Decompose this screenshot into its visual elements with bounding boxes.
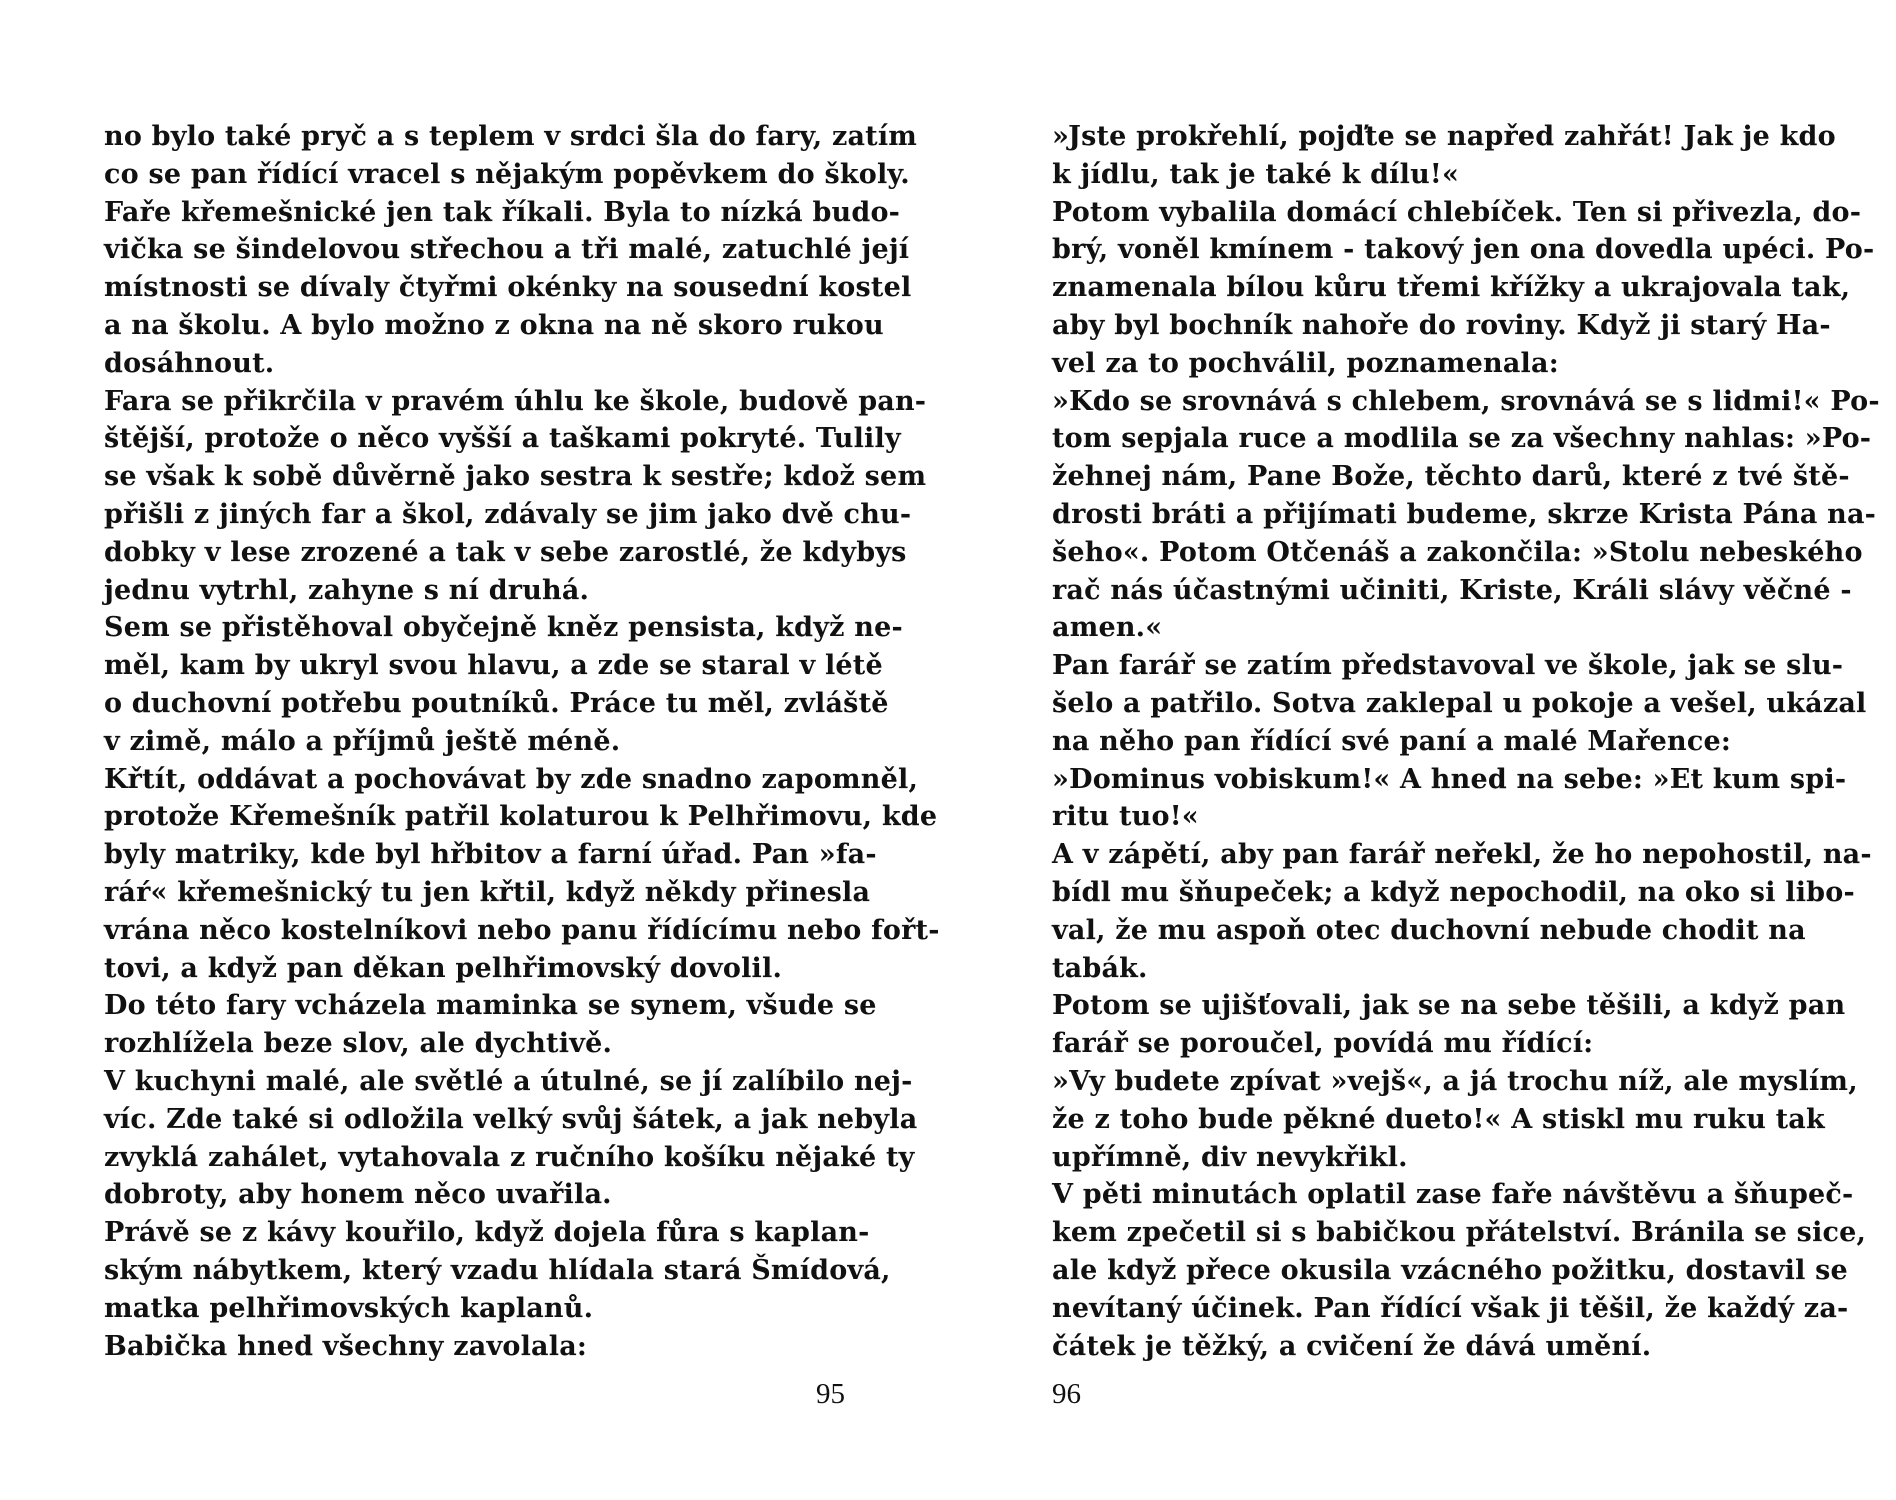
text-line: jednu vytrhl, zahyne s ní druhá. bbox=[104, 574, 590, 606]
text-line: tabák. bbox=[1052, 952, 1148, 984]
text-line: matka pelhřimovských kaplanů. bbox=[104, 1292, 594, 1324]
text-line: štější, protože o něco vyšší a taškami pokryté. Tulily bbox=[104, 423, 901, 455]
text-line: v zimě, málo a příjmů ještě méně. bbox=[104, 725, 621, 757]
text-line: »Vy budete zpívat »vejš«, a já trochu níž, ale myslím, bbox=[1052, 1065, 1858, 1097]
text-line: drosti bráti a přijímati budeme, skrze Krista Pána na- bbox=[1052, 498, 1877, 530]
right-page-text bbox=[1052, 118, 1880, 1365]
text-line: »Jste prokřehlí, pojďte se napřed zahřát! Jak je kdo bbox=[1052, 121, 1836, 152]
text-line: znamenala bílou kůru třemi křížky a ukrajovala tak, bbox=[1052, 272, 1851, 304]
text-line: dosáhnout. bbox=[104, 347, 275, 379]
text-line: zvyklá zahálet, vytahovala z ručního košíku nějaké ty bbox=[104, 1141, 915, 1173]
text-line: Právě se z kávy kouřilo, když dojela fůra s kaplan- bbox=[104, 1217, 870, 1249]
text-line: aby byl bochník nahoře do roviny. Když ji starý Ha- bbox=[1052, 309, 1831, 341]
text-line: ským nábytkem, který vzadu hlídala stará Šmídová, bbox=[104, 1254, 891, 1286]
text-line: přišli z jiných far a škol, zdávaly se jim jako dvě chu- bbox=[104, 498, 912, 530]
text-line: »Kdo se srovnává s chlebem, srovnává se s lidmi!« Po- bbox=[1052, 385, 1880, 417]
text-line: protože Křemešník patřil kolaturou k Pelhřimovu, kde bbox=[104, 801, 938, 833]
text-line: val, že mu aspoň otec duchovní nebude chodit na bbox=[1052, 914, 1806, 946]
text-line: čátek je těžký, a cvičení že dává umění. bbox=[1052, 1330, 1652, 1362]
text-line: šeho«. Potom Otčenáš a zakončila: »Stolu nebeského bbox=[1052, 536, 1863, 568]
text-line: že z toho bude pěkné dueto!« A stiskl mu ruku tak bbox=[1052, 1103, 1825, 1135]
text-line: vička se šindelovou střechou a tři malé, zatuchlé její bbox=[104, 234, 910, 266]
text-line: brý, voněl kmínem - takový jen ona dovedla upéci. Po- bbox=[1052, 234, 1875, 266]
text-line: »Dominus vobiskum!« A hned na sebe: »Et kum spi- bbox=[1052, 763, 1847, 795]
text-line: Křtít, oddávat a pochovávat by zde snadno zapomněl, bbox=[104, 763, 919, 795]
text-line: šelo a patřilo. Sotva zaklepal u pokoje a vešel, ukázal bbox=[1052, 687, 1867, 719]
text-line: bídl mu šňupeček; a když nepochodil, na oko si libo- bbox=[1052, 876, 1855, 908]
text-line: upřímně, div nevykřikl. bbox=[1052, 1141, 1408, 1173]
text-line: tovi, a když pan děkan pelhřimovský dovolil. bbox=[104, 952, 783, 984]
text-line: k jídlu, tak je také k dílu!« bbox=[1052, 158, 1460, 190]
text-line: dobky v lese zrozené a tak v sebe zarostlé, že kdybys bbox=[104, 536, 907, 568]
text-line: no bylo také pryč a s teplem v srdci šla do fary, zatím bbox=[104, 121, 918, 152]
right-page bbox=[948, 0, 1896, 1500]
text-line: Babička hned všechny zavolala: bbox=[104, 1330, 588, 1362]
text-line: ale když přece okusila vzácného požitku, dostavil se bbox=[1052, 1254, 1848, 1286]
text-line: farář se poroučel, povídá mu řídící: bbox=[1052, 1028, 1594, 1060]
text-line: žehnej nám, Pane Bože, těchto darů, které z tvé ště- bbox=[1052, 461, 1850, 493]
text-line: Pan farář se zatím představoval ve škole, jak se slu- bbox=[1052, 650, 1844, 682]
text-line: Fara se přikrčila v pravém úhlu ke škole, budově pan- bbox=[104, 385, 927, 417]
text-line: víc. Zde také si odložila velký svůj šátek, a jak nebyla bbox=[104, 1103, 918, 1135]
text-line: ritu tuo!« bbox=[1052, 801, 1199, 833]
text-line: vrána něco kostelníkovi nebo panu řídícímu nebo fořt- bbox=[104, 914, 940, 946]
text-line: A v zápětí, aby pan farář neřekl, že ho nepohostil, na- bbox=[1052, 839, 1872, 871]
text-line: ráŕ« křemešnický tu jen křtil, když někdy přinesla bbox=[104, 876, 871, 908]
left-page-text bbox=[104, 118, 940, 1365]
text-line: dobroty, aby honem něco uvařila. bbox=[104, 1179, 612, 1211]
text-line: rač nás účastnými učiniti, Kriste, Králi slávy věčné - bbox=[1052, 574, 1852, 606]
text-line: tom sepjala ruce a modlila se za všechny nahlas: »Po- bbox=[1052, 423, 1872, 455]
text-line: měl, kam by ukryl svou hlavu, a zde se staral v létě bbox=[104, 650, 883, 682]
text-line: V pěti minutách oplatil zase faře návštěvu a šňupeč- bbox=[1052, 1179, 1854, 1211]
text-line: rozhlížela beze slov, ale dychtivě. bbox=[104, 1028, 613, 1060]
text-line: byly matriky, kde byl hřbitov a farní úřad. Pan »fa- bbox=[104, 839, 877, 871]
text-line: kem zpečetil si s babičkou přátelství. Bránila se sice, bbox=[1052, 1217, 1867, 1249]
text-line: amen.« bbox=[1052, 612, 1163, 644]
text-line: co se pan řídící vracel s nějakým popěvkem do školy. bbox=[104, 158, 910, 190]
page-number: 95 bbox=[816, 1378, 845, 1410]
text-line: vel za to pochválil, poznamenala: bbox=[1052, 347, 1559, 379]
text-line: o duchovní potřebu poutníků. Práce tu měl, zvláště bbox=[104, 687, 889, 719]
text-line: Potom se ujišťovali, jak se na sebe těšili, a když pan bbox=[1052, 990, 1846, 1022]
page-number: 96 bbox=[1052, 1378, 1081, 1410]
text-line: Sem se přistěhoval obyčejně kněz pensista, když ne- bbox=[104, 612, 903, 644]
text-line: na něho pan řídící své paní a malé Mařence: bbox=[1052, 725, 1732, 757]
text-line: Faře křemešnické jen tak říkali. Byla to nízká budo- bbox=[104, 196, 901, 228]
text-line: se však k sobě důvěrně jako sestra k sestře; kdož sem bbox=[104, 461, 927, 493]
text-line: místnosti se dívaly čtyřmi okénky na sousední kostel bbox=[104, 272, 912, 304]
text-line: nevítaný účinek. Pan řídící však ji těšil, že každý za- bbox=[1052, 1292, 1849, 1324]
text-line: V kuchyni malé, ale světlé a útulné, se jí zalíbilo nej- bbox=[104, 1065, 913, 1097]
text-line: Potom vybalila domácí chlebíček. Ten si přivezla, do- bbox=[1052, 196, 1862, 228]
text-line: Do této fary vcházela maminka se synem, všude se bbox=[104, 990, 877, 1022]
text-line: a na školu. A bylo možno z okna na ně skoro rukou bbox=[104, 309, 884, 341]
